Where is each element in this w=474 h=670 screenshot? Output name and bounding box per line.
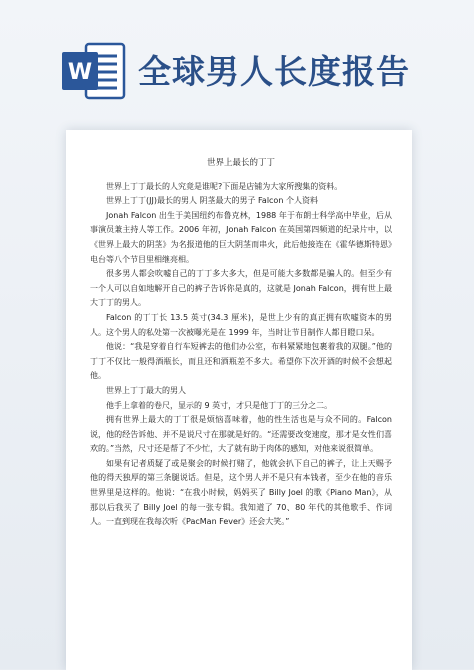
paragraph: Falcon 的丁丁长 13.5 英寸(34.3 厘米)，是世上少有的真正拥有吹嘘资本的男人。这个男人的私处第一次被曝光是在 1999 年，当时让节目制作人都目瞪口呆。 <box>90 312 392 337</box>
paragraph: 很多男人都会吹嘘自己的丁丁多大多大，但是可能大多数都是骗人的。但至少有一个人可以自如地解开自己的裤子告诉你是真的，这就是 Jonah Falcon，拥有世上最大丁丁的男人。 <box>90 269 392 308</box>
paragraph: 世界上丁丁最大的男人 <box>106 385 186 395</box>
paragraph: 世界上丁丁(JJ)最长的男人 阴茎最大的男子 Falcon 个人资料 <box>106 196 318 206</box>
paragraph: 如果有记者质疑了或是聚会的时候打赌了，他就会扒下自己的裤子，让上天赐予他的得天独厚的第三条腿说话。但是，这个男人并不是只有本钱者，至少在他的音乐世界里是这样的。他说：“在我小时候，妈妈买了 Billy Joel 的歌《Piano Man》，从那以后我买了 Billy Joel 的每一张专辑。我知道了 70、80 年代的其他歌手、作词人。一直到现在我每次听《PacMan Fever》还会大笑。” <box>90 458 392 527</box>
document-title-banner: 全球男人长度报告 <box>138 52 410 91</box>
paragraph: 拥有世界上最大的丁丁很是烦恼喜味着，他的性生活也是与众不同的。Falcon 说，他的经告诉他、并不是说尺寸在那就是好的。“还需要改变速度，那才是女性们喜欢的。”当然，尺寸还是帮了不少忙，大了就有助于肉体的感知，对他来说很简单。 <box>90 415 392 454</box>
article-title: 世界上最长的丁丁 <box>206 158 275 168</box>
paragraph: 世界上丁丁最长的人究竟是谁呢?下面是店铺为大家所搜集的资料。 <box>106 181 343 191</box>
word-doc-icon <box>60 40 126 102</box>
document-content <box>90 156 392 530</box>
paragraph: 他手上拿着的卷尺，显示的 9 英寸，才只是他丁丁的三分之二。 <box>106 400 333 410</box>
paragraph: Jonah Falcon 出生于美国纽约布鲁克林，1988 年于布朗士科学高中毕业，后从事演员兼主持人等工作。2006 年初，Jonah Falcon 在英国第四频道的纪录片中，以《世界上最大的阴茎》为名报道他的巨大阴茎而串火，此后他接连在《霍华德斯特恩》电台等八个节目里相继亮相。 <box>90 210 392 264</box>
paragraph: 他说：“我是穿着自行车短裤去的他们办公室，布料紧紧地包裹着我的双腿。”他的丁丁不仅比一般得酒瓶长，而且还和酒瓶差不多大。希望你下次开酒的时候不会想起他。 <box>90 342 392 381</box>
word-icon-letter: W <box>67 60 93 85</box>
header-banner <box>0 0 474 110</box>
